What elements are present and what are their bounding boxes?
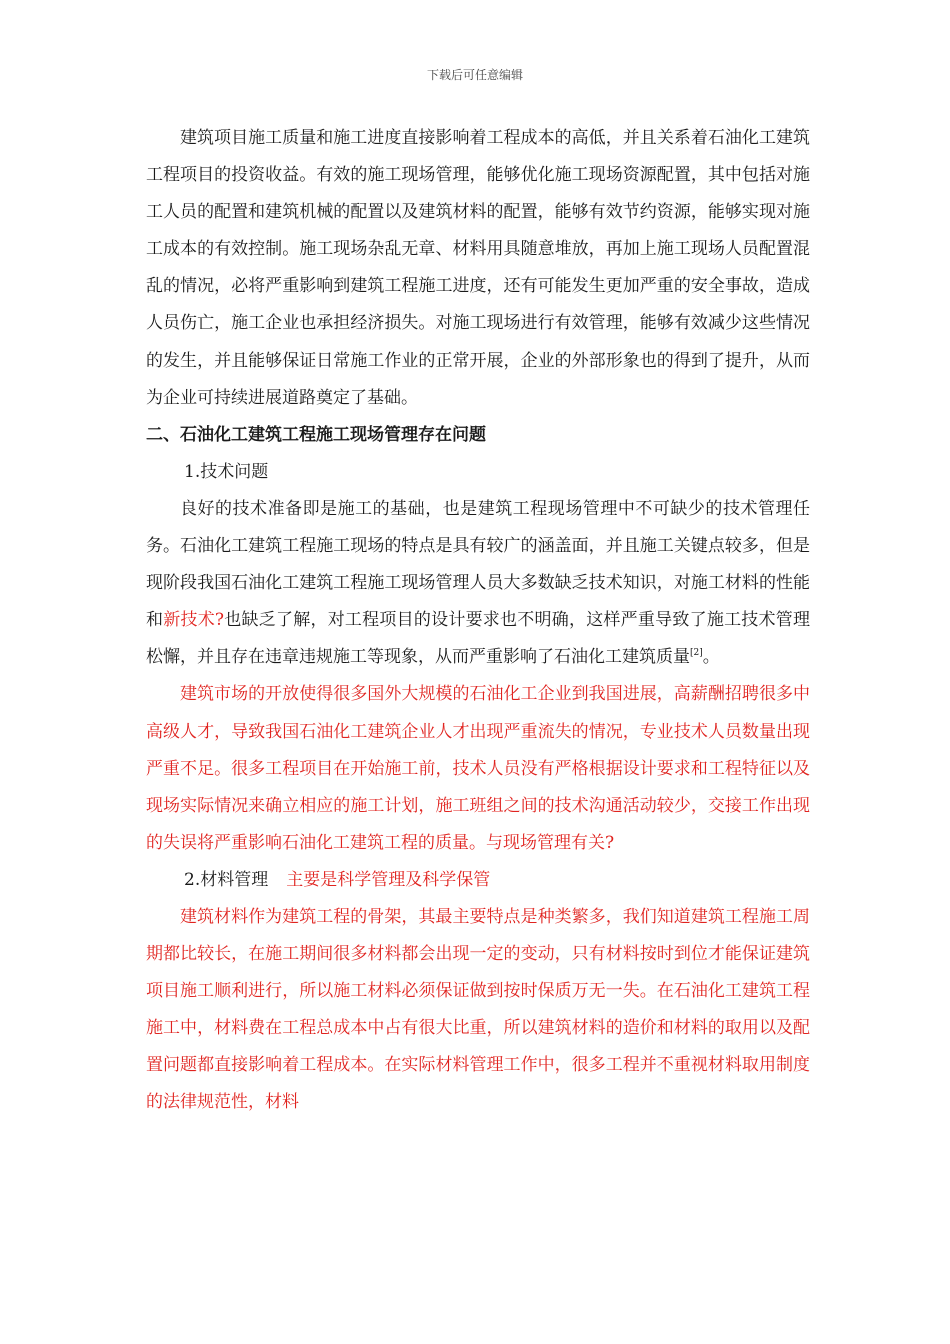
paragraph-technical <box>146 491 810 676</box>
paragraph-talent-annotation: 建筑市场的开放使得很多国外大规模的石油化工企业到我国进展，高薪酬招聘很多中高级人才，导致我国石油化工建筑企业人才出现严重流失的情况，专业技术人员数量出现严重不足。很多工程项目在开始施工前，技术人员没有严格根据设计要求和工程特征以及现场实际情况来确立相应的施工计划，施工班组之间的技术沟通活动较少，交接工作出现的失误将严重影响石油化工建筑工程的质量。与现场管理有关? <box>146 684 810 853</box>
paragraph-materials-annotation: 建筑材料作为建筑工程的骨架，其最主要特点是种类繁多，我们知道建筑工程施工周期都比较长，在施工期间很多材料都会出现一定的变动，只有材料按时到位才能保证建筑项目施工顺利进行，所以施工材料必须保证做到按时保质万无一失。在石油化工建筑工程施工中，材料费在工程总成本中占有很大比重，所以建筑材料的造价和材料的取用以及配置问题都直接影响着工程成本。在实际材料管理工作中，很多工程并不重视材料取用制度的法律规范性，材料 <box>146 906 810 1113</box>
subsection-materials <box>146 862 810 899</box>
section-heading: 二、石油化工建筑工程施工现场管理存在问题 <box>146 424 486 445</box>
citation-ref: [2] <box>690 648 703 659</box>
page-header: 下载后可任意编辑 <box>426 68 523 82</box>
subsection-materials-note: 主要是科学管理及科学保管 <box>286 869 491 890</box>
document-body <box>146 120 810 1122</box>
paragraph-intro: 建筑项目施工质量和施工进度直接影响着工程成本的高低，并且关系着石油化工建筑工程项目的投资收益。有效的施工现场管理，能够优化施工现场资源配置，其中包括对施工人员的配置和建筑机械的配置以及建筑材料的配置，能够有效节约资源，能够实现对施工成本的有效控制。施工现场杂乱无章、材料用具随意堆放，再加上施工现场人员配置混乱的情况，必将严重影响到建筑工程施工进度，还有可能发生更加严重的安全事故，造成人员伤亡，施工企业也承担经济损失。对施工现场进行有效管理，能够有效减少这些情况的发生，并且能够保证日常施工作业的正常开展，企业的外部形象也的得到了提升，从而为企业可持续进展道路奠定了基础。 <box>146 128 810 408</box>
subsection-technical: 1.技术问题 <box>184 461 269 482</box>
paragraph-technical-text-cont: 也缺乏了解，对工程项目的设计要求也不明确，这样严重导致了施工技术管理松懈，并且存在违章违规施工等现象，从而严重影响了石油化工建筑质量 <box>146 610 811 668</box>
subsection-materials-label: 2.材料管理 <box>184 869 269 890</box>
annotation-new-tech: 新技术? <box>163 610 225 631</box>
paragraph-technical-end: 。 <box>702 647 720 668</box>
paragraph-technical-text: 良好的技术准备即是施工的基础，也是建筑工程现场管理中不可缺少的技术管理任务。石油化工建筑工程施工现场的特点是具有较广的涵盖面，并且施工关键点较多，但是现阶段我国石油化工建筑工程施工现场管理人员大多数缺乏技术知识，对施工材料的性能和 <box>146 498 810 631</box>
